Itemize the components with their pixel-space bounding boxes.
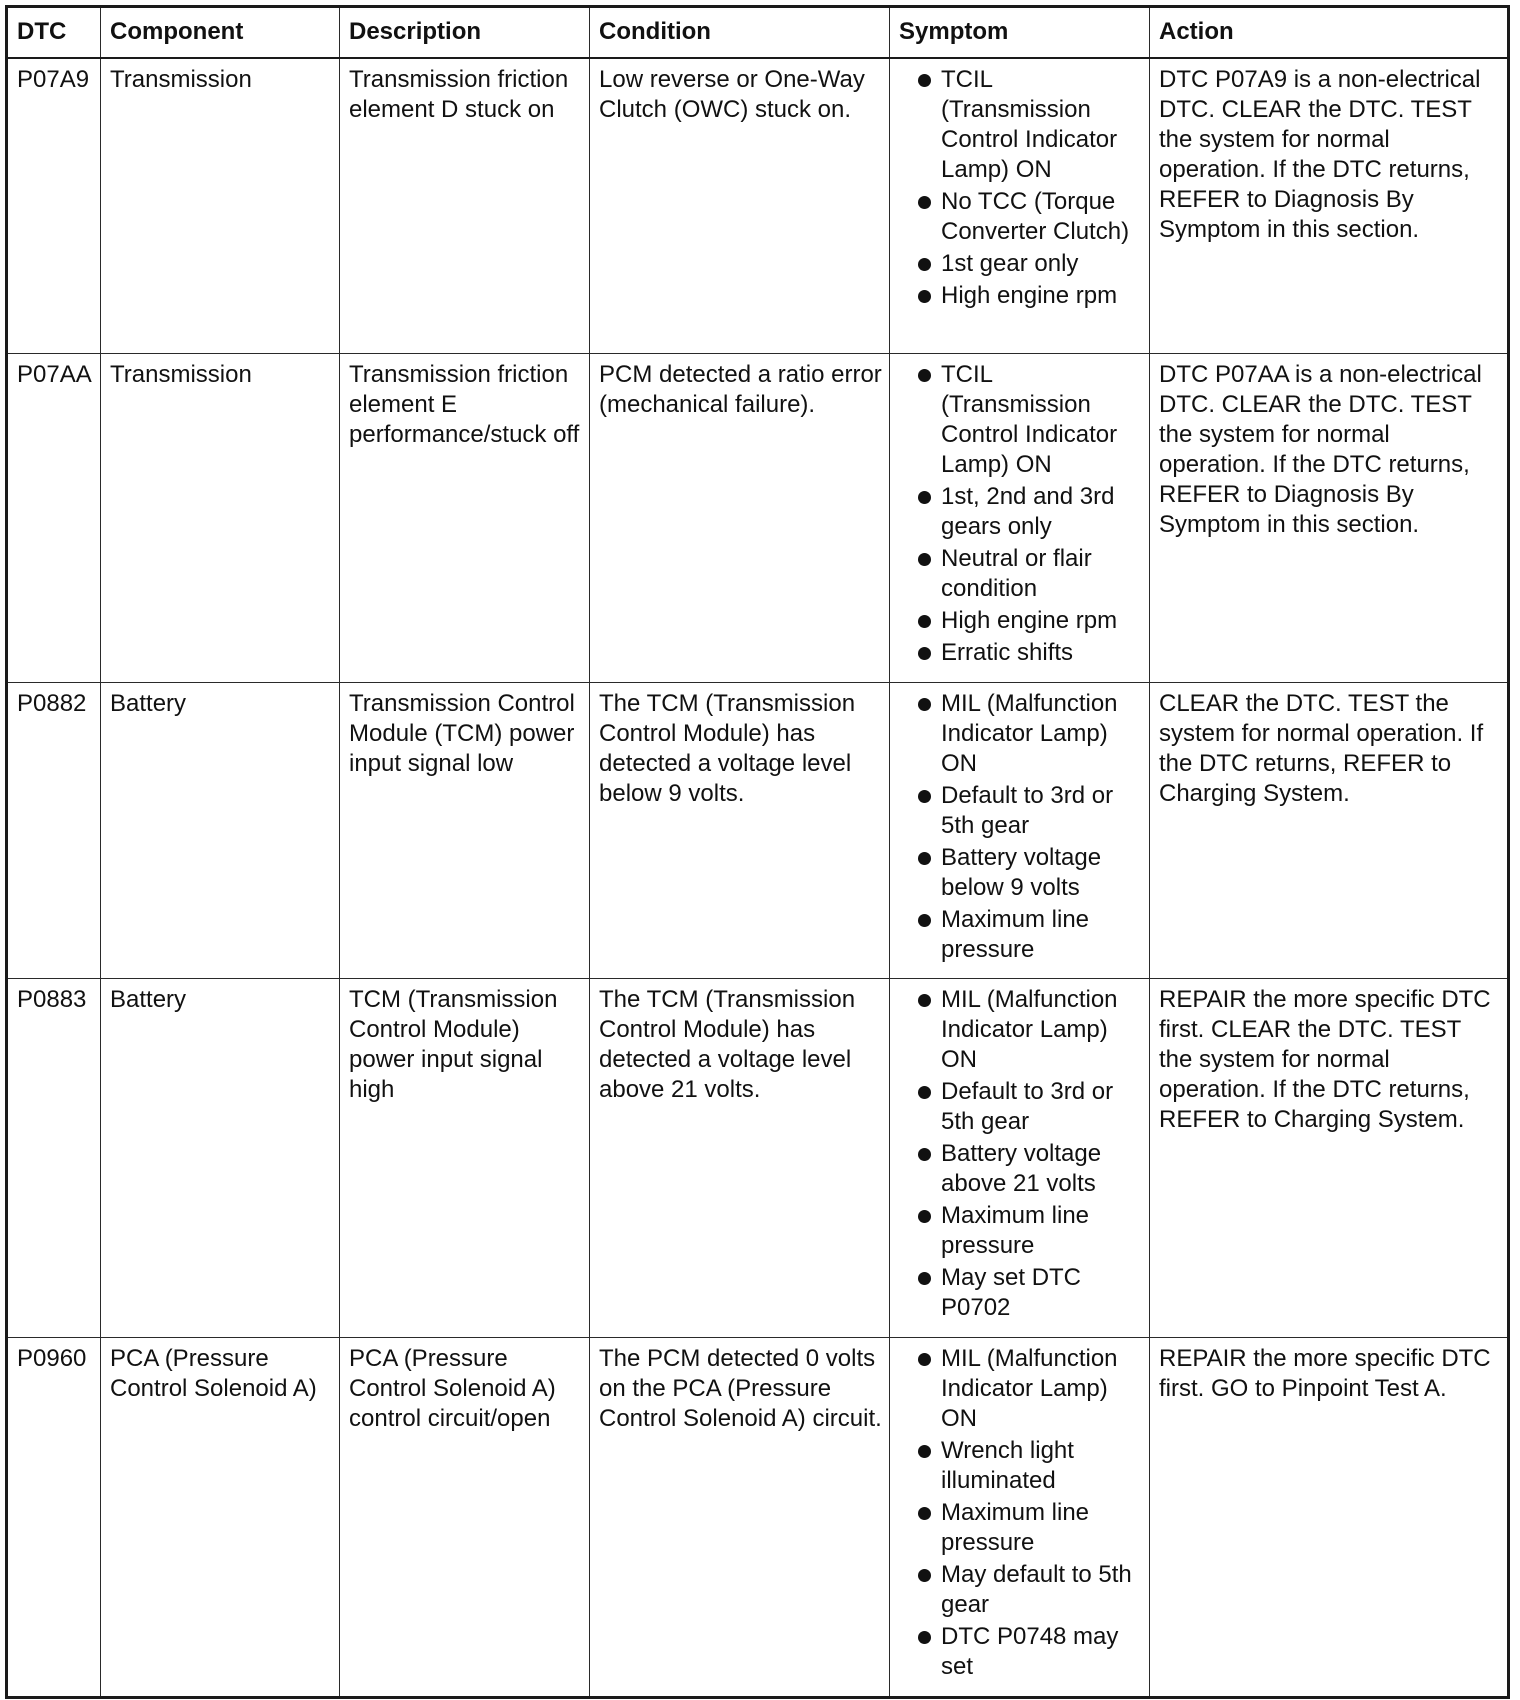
symptom-item: Maximum line pressure [899,1201,1142,1261]
symptom-cell [890,682,1150,978]
description: TCM (Transmission Control Module) power input signal high [340,978,590,1337]
dtc-code: P0960 [7,1337,101,1697]
symptom-item: TCIL (Transmission Control Indicator Lamp) ON [899,65,1142,185]
symptom-item: No TCC (Torque Converter Clutch) [899,187,1142,247]
action: DTC P07A9 is a non-electrical DTC. CLEAR the DTC. TEST the system for normal operation. If the DTC returns, REFER to Diagnosis By Symptom in this section. [1150,58,1509,353]
symptom-item: DTC P0748 may set [899,1622,1142,1682]
symptom-item: Wrench light illuminated [899,1436,1142,1496]
table-row [7,682,1509,978]
symptom-list [899,689,1142,965]
symptom-cell [890,1337,1150,1697]
table-row [7,1337,1509,1697]
dtc-code: P0883 [7,978,101,1337]
symptom-item: Default to 3rd or 5th gear [899,1077,1142,1137]
dtc-table [5,5,1510,1699]
symptom-list [899,985,1142,1323]
header-component: Component [101,7,340,59]
action: CLEAR the DTC. TEST the system for normal operation. If the DTC returns, REFER to Charging System. [1150,682,1509,978]
header-dtc: DTC [7,7,101,59]
dtc-code: P0882 [7,682,101,978]
symptom-item: Neutral or flair condition [899,544,1142,604]
component: Transmission [101,353,340,682]
symptom-list [899,65,1142,311]
symptom-list [899,1344,1142,1682]
symptom-item: MIL (Malfunction Indicator Lamp) ON [899,1344,1142,1434]
symptom-item: May default to 5th gear [899,1560,1142,1620]
component: Battery [101,682,340,978]
symptom-item: High engine rpm [899,606,1142,636]
condition: PCM detected a ratio error (mechanical failure). [590,353,890,682]
table-row [7,58,1509,353]
symptom-cell [890,58,1150,353]
condition: Low reverse or One-Way Clutch (OWC) stuck on. [590,58,890,353]
table-row [7,978,1509,1337]
condition: The PCM detected 0 volts on the PCA (Pressure Control Solenoid A) circuit. [590,1337,890,1697]
header-symptom: Symptom [890,7,1150,59]
symptom-item: TCIL (Transmission Control Indicator Lamp) ON [899,360,1142,480]
condition: The TCM (Transmission Control Module) has detected a voltage level above 21 volts. [590,978,890,1337]
description: Transmission friction element E performance/stuck off [340,353,590,682]
description: Transmission friction element D stuck on [340,58,590,353]
symptom-item: Battery voltage above 21 volts [899,1139,1142,1199]
dtc-table-container [5,5,1510,1699]
component: Battery [101,978,340,1337]
component: Transmission [101,58,340,353]
symptom-item: MIL (Malfunction Indicator Lamp) ON [899,689,1142,779]
symptom-item: May set DTC P0702 [899,1263,1142,1323]
symptom-item: 1st gear only [899,249,1142,279]
header-description: Description [340,7,590,59]
symptom-item: High engine rpm [899,281,1142,311]
description: PCA (Pressure Control Solenoid A) control circuit/open [340,1337,590,1697]
action: DTC P07AA is a non-electrical DTC. CLEAR the DTC. TEST the system for normal operation. If the DTC returns, REFER to Diagnosis By Symptom in this section. [1150,353,1509,682]
header-row [7,7,1509,59]
header-condition: Condition [590,7,890,59]
symptom-item: Maximum line pressure [899,1498,1142,1558]
symptom-item: Maximum line pressure [899,905,1142,965]
symptom-item: MIL (Malfunction Indicator Lamp) ON [899,985,1142,1075]
symptom-list [899,360,1142,668]
table-row [7,353,1509,682]
dtc-code: P07A9 [7,58,101,353]
symptom-item: 1st, 2nd and 3rd gears only [899,482,1142,542]
component: PCA (Pressure Control Solenoid A) [101,1337,340,1697]
action: REPAIR the more specific DTC first. GO to Pinpoint Test A. [1150,1337,1509,1697]
header-action: Action [1150,7,1509,59]
symptom-item: Erratic shifts [899,638,1142,668]
symptom-cell [890,978,1150,1337]
condition: The TCM (Transmission Control Module) has detected a voltage level below 9 volts. [590,682,890,978]
symptom-item: Default to 3rd or 5th gear [899,781,1142,841]
dtc-code: P07AA [7,353,101,682]
symptom-cell [890,353,1150,682]
description: Transmission Control Module (TCM) power input signal low [340,682,590,978]
action: REPAIR the more specific DTC first. CLEAR the DTC. TEST the system for normal operation. If the DTC returns, REFER to Charging System. [1150,978,1509,1337]
symptom-item: Battery voltage below 9 volts [899,843,1142,903]
